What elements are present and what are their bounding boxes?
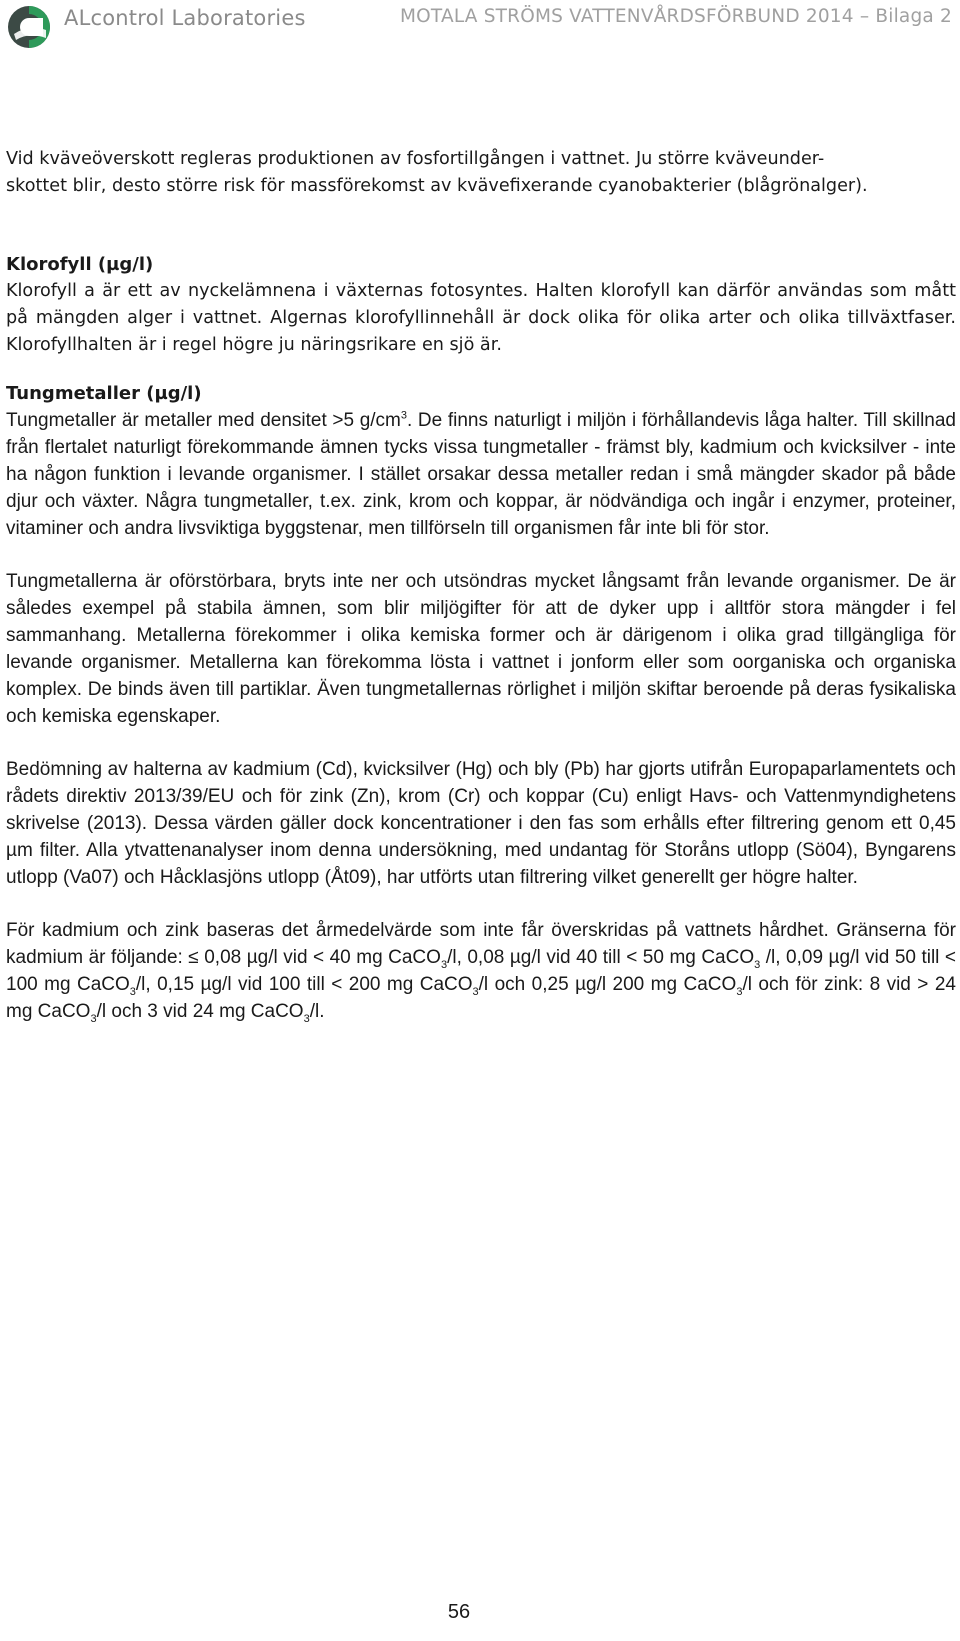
p4-sub-5: 3 [736, 985, 743, 998]
p1-text-b: . De finns naturligt i miljön i förhållandevis låga halter. Till skillnad från flertalet naturligt förekommande ämnen tycks vissa tungmetaller - främst bly, kadmium och kvicksilver - inte ha någon funktion i levande organismer. I stället orsakar dessa metaller redan i små mängder skador på både djur och växter. Några tungmetaller, t.ex. zink, krom och koppar, är nödvändiga och ingår i enzymer, proteiner, vitaminer och andra livsviktiga byggstenar, men tillförseln till organismen får inte bli för stor. [6, 410, 956, 539]
p4-sub-6: 3 [90, 1012, 97, 1025]
tungmetaller-heading: Tungmetaller (µg/l) [6, 383, 202, 404]
p4-seg-2: /l, 0,08 µg/l vid 40 till < 50 mg CaCO [447, 947, 755, 968]
p4-seg-3: /l, 0,09 µg/l vid 50 till < 100 mg CaCO [6, 947, 956, 995]
p4-sub-7: 3 [303, 1012, 310, 1025]
alcontrol-logo-icon [6, 4, 52, 50]
p4-sub-3: 3 [129, 985, 136, 998]
intro-line-2: skottet blir, desto större risk för massförekomst av kvävefixerande cyanobakterier (blågrönalger). [6, 176, 868, 196]
page-number: 56 [447, 1601, 471, 1623]
tungmetaller-paragraph-3: Bedömning av halterna av kadmium (Cd), kvicksilver (Hg) och bly (Pb) har gjorts utifrån Europaparlamentets och rådets direktiv 2013/39/EU och för zink (Zn), krom (Cr) och koppar (Cu) enligt Havs- och Vattenmyndighetens skrivelse (2013). Dessa värden gäller dock koncentrationer i den fas som erhålls efter filtrering genom ett 0,45 µm filter. Alla ytvattenanalyser inom denna undersökning, med undantag för Storåns utlopp (Sö04), Byngarens utlopp (Va07) och Håcklasjöns utlopp (Åt09), har utförts utan filtrering vilket generellt ger högre halter. [6, 759, 956, 888]
tungmetaller-paragraph-2: Tungmetallerna är oförstörbara, bryts inte ner och utsöndras mycket långsamt från levande organismer. De är således exempel på stabila ämnen, som blir miljögifter för att de dyker upp i alltför stora mängder i fel sammanhang. Metallerna förekommer i olika kemiska former och är därigenom i olika grad tillgängliga för levande organismer. Metallerna kan förekomma lösta i vattnet i jonform eller som oorganiska och organiska komplex. De binds även till partiklar. Även tungmetallernas rörlighet i miljön skiftar beroende på deras fysikaliska och kemiska egenskaper. [6, 571, 956, 727]
p1-superscript: 3 [400, 409, 407, 422]
report-title: MOTALA STRÖMS VATTENVÅRDSFÖRBUND 2014 – Bilaga 2 [400, 6, 952, 27]
klorofyll-heading: Klorofyll (µg/l) [6, 254, 154, 275]
p4-seg-8: /l. [309, 1001, 325, 1022]
p4-seg-6: /l och för zink: 8 vid > 24 mg CaCO [6, 974, 956, 1022]
brand-name: ALcontrol Laboratories [64, 6, 306, 30]
tungmetaller-paragraph-1 [6, 407, 956, 542]
p4-sub-4: 3 [472, 985, 479, 998]
document-body [6, 146, 956, 1025]
p4-sub-2: 3 [754, 958, 761, 971]
intro-paragraph [6, 146, 956, 200]
p1-text-a: Tungmetaller är metaller med densitet >5 g/cm [6, 410, 401, 431]
intro-line-1: Vid kväveöverskott regleras produktionen av fosfortillgången i vattnet. Ju större kväveunder- [6, 149, 825, 169]
tungmetaller-paragraph-4 [6, 917, 956, 1025]
p4-seg-7: /l och 3 vid 24 mg CaCO [96, 1001, 304, 1022]
klorofyll-paragraph: Klorofyll a är ett av nyckelämnena i växternas fotosyntes. Halten klorofyll kan därför användas som mått på mängden alger i vattnet. Algernas klorofyllinnehåll är dock olika för olika arter och olika tillväxtfaser. Klorofyllhalten är i regel högre ju näringsrikare en sjö är. [6, 281, 956, 355]
p4-seg-5: /l och 0,25 µg/l 200 mg CaCO [478, 974, 737, 995]
p4-seg-1: För kadmium och zink baseras det årmedelvärde som inte får överskridas på vattnets hårdhet. Gränserna för kadmium är följande: ≤ 0,08 µg/l vid < 40 mg CaCO [6, 920, 956, 968]
page-header [0, 0, 960, 44]
p4-sub-1: 3 [440, 958, 448, 971]
p4-seg-4: /l, 0,15 µg/l vid 100 till < 200 mg CaCO [135, 974, 473, 995]
